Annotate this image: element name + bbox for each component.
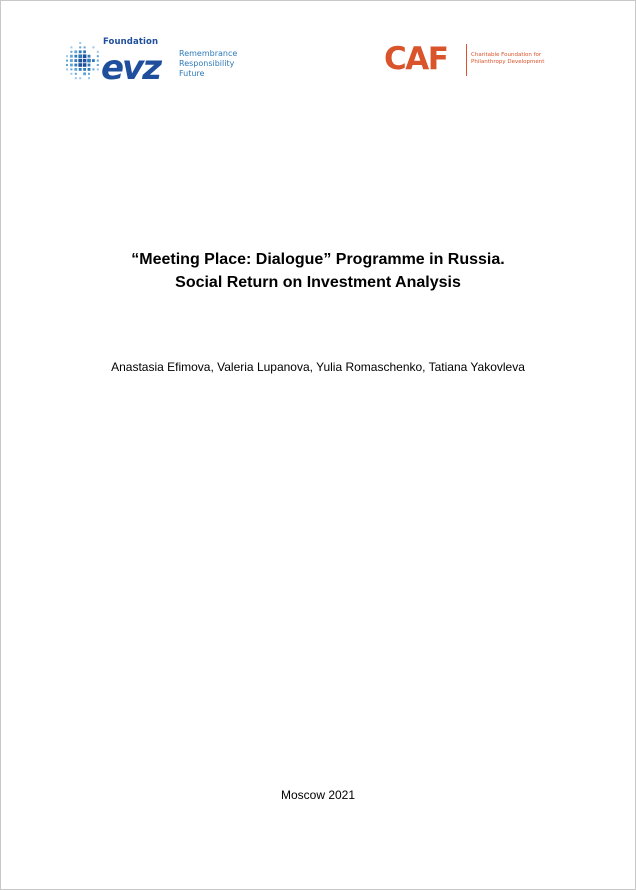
evz-logo-dot (66, 68, 68, 70)
evz-logo-dot (92, 59, 95, 62)
evz-logo-dot (92, 68, 94, 70)
evz-logo-dot (84, 46, 86, 48)
caf-tagline-line: Philanthropy Development (471, 59, 545, 65)
evz-tagline (179, 49, 237, 79)
evz-wordmark: evz (101, 48, 161, 85)
evz-logo-dot (70, 73, 72, 75)
evz-logo-dot (79, 77, 81, 79)
place-year: Moscow 2021 (280, 788, 356, 802)
evz-tagline-line: Future (179, 69, 205, 78)
evz-logo-dot (70, 46, 72, 48)
evz-logo-dot (97, 51, 99, 53)
evz-logo-dot (83, 54, 87, 58)
evz-logo-dot (92, 46, 94, 48)
caf-divider (466, 44, 467, 76)
caf-tagline (471, 52, 544, 66)
evz-logo-dot (97, 55, 99, 57)
evz-logo-dot (78, 59, 82, 63)
caf-tagline-line: Charitable Foundation for (471, 52, 542, 58)
evz-logo-dot (79, 68, 82, 71)
title-line-2: Social Return on Investment Analysis (175, 274, 461, 291)
evz-logo-dot (97, 60, 99, 62)
evz-logo-dot (97, 68, 99, 70)
evz-logo-dot (75, 73, 77, 75)
evz-logo-dot (74, 55, 77, 58)
evz-logo-dot (78, 54, 82, 58)
evz-logo-dot (97, 64, 99, 66)
evz-logo-dot (78, 63, 82, 67)
caf-wordmark: CAF (384, 41, 448, 77)
evz-logo-dot (88, 73, 90, 75)
evz-logo-dot (70, 51, 72, 53)
evz-tagline-line: Remembrance (179, 49, 238, 58)
evz-logo-dot (88, 64, 91, 67)
evz-logo-dot (66, 55, 68, 57)
evz-logo-dot (79, 46, 81, 48)
evz-logo-dot (79, 50, 82, 53)
evz-logo-dot (88, 77, 90, 79)
evz-logo-dot (70, 59, 73, 62)
evz-logo-dot (87, 59, 91, 63)
caf-logo (384, 41, 554, 79)
evz-logo-dot (83, 50, 86, 53)
evz-logo-dot (83, 72, 86, 75)
evz-logo-dot (70, 55, 73, 58)
evz-logo-dot (88, 55, 91, 58)
evz-logo-dot (83, 59, 87, 63)
evz-logo-dot (66, 60, 68, 62)
evz-logo-dot (83, 68, 86, 71)
evz-logo-dot (74, 64, 77, 67)
evz-logo-dot (75, 77, 77, 79)
evz-foundation-logo (63, 37, 253, 83)
evz-logo-dot (70, 64, 73, 67)
evz-logo-dot (74, 50, 77, 53)
document-title (1, 248, 635, 294)
evz-tagline-line: Responsibility (179, 59, 235, 68)
evz-logo-dot (88, 68, 91, 71)
evz-foundation-label: Foundation (103, 37, 159, 47)
authors-line: Anastasia Efimova, Valeria Lupanova, Yulia Romaschenko, Tatiana Yakovleva (111, 360, 525, 374)
evz-logo-dot (74, 68, 77, 71)
evz-logo-dot (66, 64, 68, 66)
evz-logo-dot (79, 42, 81, 44)
evz-dots-wordmark (63, 39, 177, 85)
title-line-1: “Meeting Place: Dialogue” Programme in Russia. (131, 251, 505, 268)
evz-logo-dot (70, 68, 72, 70)
evz-logo-dot (74, 59, 77, 62)
evz-logo-dot (83, 63, 87, 67)
